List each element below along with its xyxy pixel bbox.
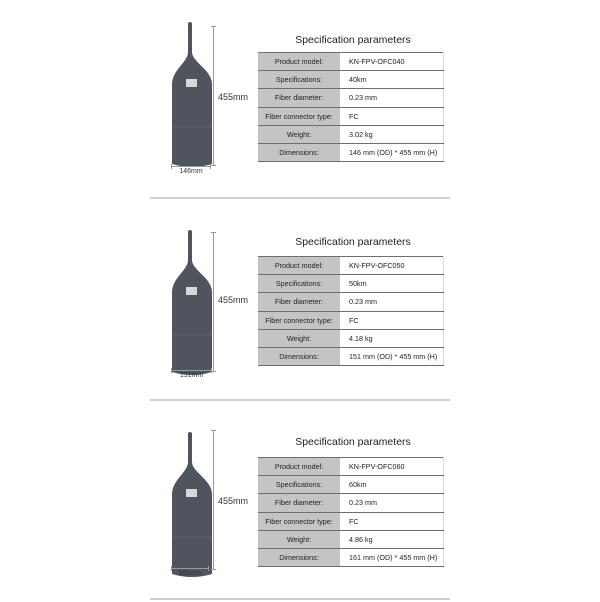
table-row [258, 143, 444, 161]
table-row [258, 530, 444, 548]
table-row [258, 71, 444, 89]
section-divider [150, 197, 450, 199]
spec-label: Product model: [258, 53, 340, 71]
height-dimension-line [213, 232, 214, 372]
table-row [258, 494, 444, 512]
table-row [258, 458, 444, 476]
spec-value: 40km [340, 71, 444, 89]
spec-label: Fiber connector type: [258, 512, 340, 530]
width-dimension-label: 146mm [179, 168, 203, 175]
fiber-spool-icon [168, 230, 216, 380]
product-section-1 [0, 0, 600, 200]
table-row [258, 107, 444, 125]
table-row [258, 548, 444, 566]
spec-label: Weight: [258, 125, 340, 143]
height-dimension-line [213, 430, 214, 570]
spec-label: Dimensions: [258, 347, 340, 365]
table-row [258, 125, 444, 143]
table-row [258, 257, 444, 275]
spec-value: 4.86 kg [340, 530, 444, 548]
width-dimension-line [171, 166, 211, 167]
fiber-spool-icon [168, 22, 216, 172]
table-row [258, 311, 444, 329]
spec-value: KN-FPV-OFC050 [340, 257, 444, 275]
product-section-3 [0, 402, 600, 602]
spec-value: 161 mm (OD) * 455 mm (H) [340, 548, 444, 566]
table-row [258, 329, 444, 347]
spec-table [258, 52, 444, 162]
spec-label: Fiber diameter: [258, 293, 340, 311]
width-dimension-line [171, 568, 209, 569]
spec-value: KN-FPV-OFC040 [340, 53, 444, 71]
table-row [258, 512, 444, 530]
spec-table [258, 457, 444, 567]
spec-label: Fiber diameter: [258, 494, 340, 512]
spec-value: 0.23 mm [340, 293, 444, 311]
product-section-2 [0, 202, 600, 402]
spec-label: Dimensions: [258, 143, 340, 161]
spec-label: Fiber connector type: [258, 311, 340, 329]
height-dimension-line [213, 26, 214, 166]
spec-label: Fiber connector type: [258, 107, 340, 125]
spec-label: Specifications: [258, 275, 340, 293]
spec-label: Weight: [258, 329, 340, 347]
spec-label: Specifications: [258, 71, 340, 89]
width-dimension-line [171, 370, 212, 371]
width-dimension-label: 151mm [179, 372, 204, 379]
spec-value: 151 mm (OD) * 455 mm (H) [340, 347, 444, 365]
spec-label: Specifications: [258, 476, 340, 494]
height-dimension-label: 455mm [218, 295, 249, 305]
height-dimension-label: 455mm [218, 92, 249, 102]
spec-title: Specification parameters [295, 236, 411, 248]
fiber-spool-icon [168, 432, 216, 582]
table-row [258, 347, 444, 365]
spec-value: 3.02 kg [340, 125, 444, 143]
fiber-spool-product-image [168, 230, 216, 390]
spec-value: 0.23 mm [340, 89, 444, 107]
table-row [258, 476, 444, 494]
spec-label: Weight: [258, 530, 340, 548]
table-row [258, 53, 444, 71]
spec-value: FC [340, 311, 444, 329]
spec-label: Product model: [258, 458, 340, 476]
spec-value: 4.18 kg [340, 329, 444, 347]
spec-label: Fiber diameter: [258, 89, 340, 107]
spec-label: Product model: [258, 257, 340, 275]
spec-value: 146 mm (OD) * 455 mm (H) [340, 143, 444, 161]
table-row [258, 293, 444, 311]
spec-value: FC [340, 107, 444, 125]
spec-title: Specification parameters [295, 34, 411, 46]
spec-value: KN-FPV-OFC060 [340, 458, 444, 476]
spec-value: 60km [340, 476, 444, 494]
spec-title: Specification parameters [295, 436, 411, 448]
spec-label: Dimensions: [258, 548, 340, 566]
section-divider [150, 399, 450, 401]
width-dimension-label: 161mm [178, 570, 202, 577]
spec-value: 50km [340, 275, 444, 293]
spec-value: FC [340, 512, 444, 530]
fiber-spool-product-image [168, 22, 216, 182]
table-row [258, 89, 444, 107]
spec-table [258, 256, 444, 366]
spec-value: 0.23 mm [340, 494, 444, 512]
table-row [258, 275, 444, 293]
height-dimension-label: 455mm [218, 496, 249, 506]
